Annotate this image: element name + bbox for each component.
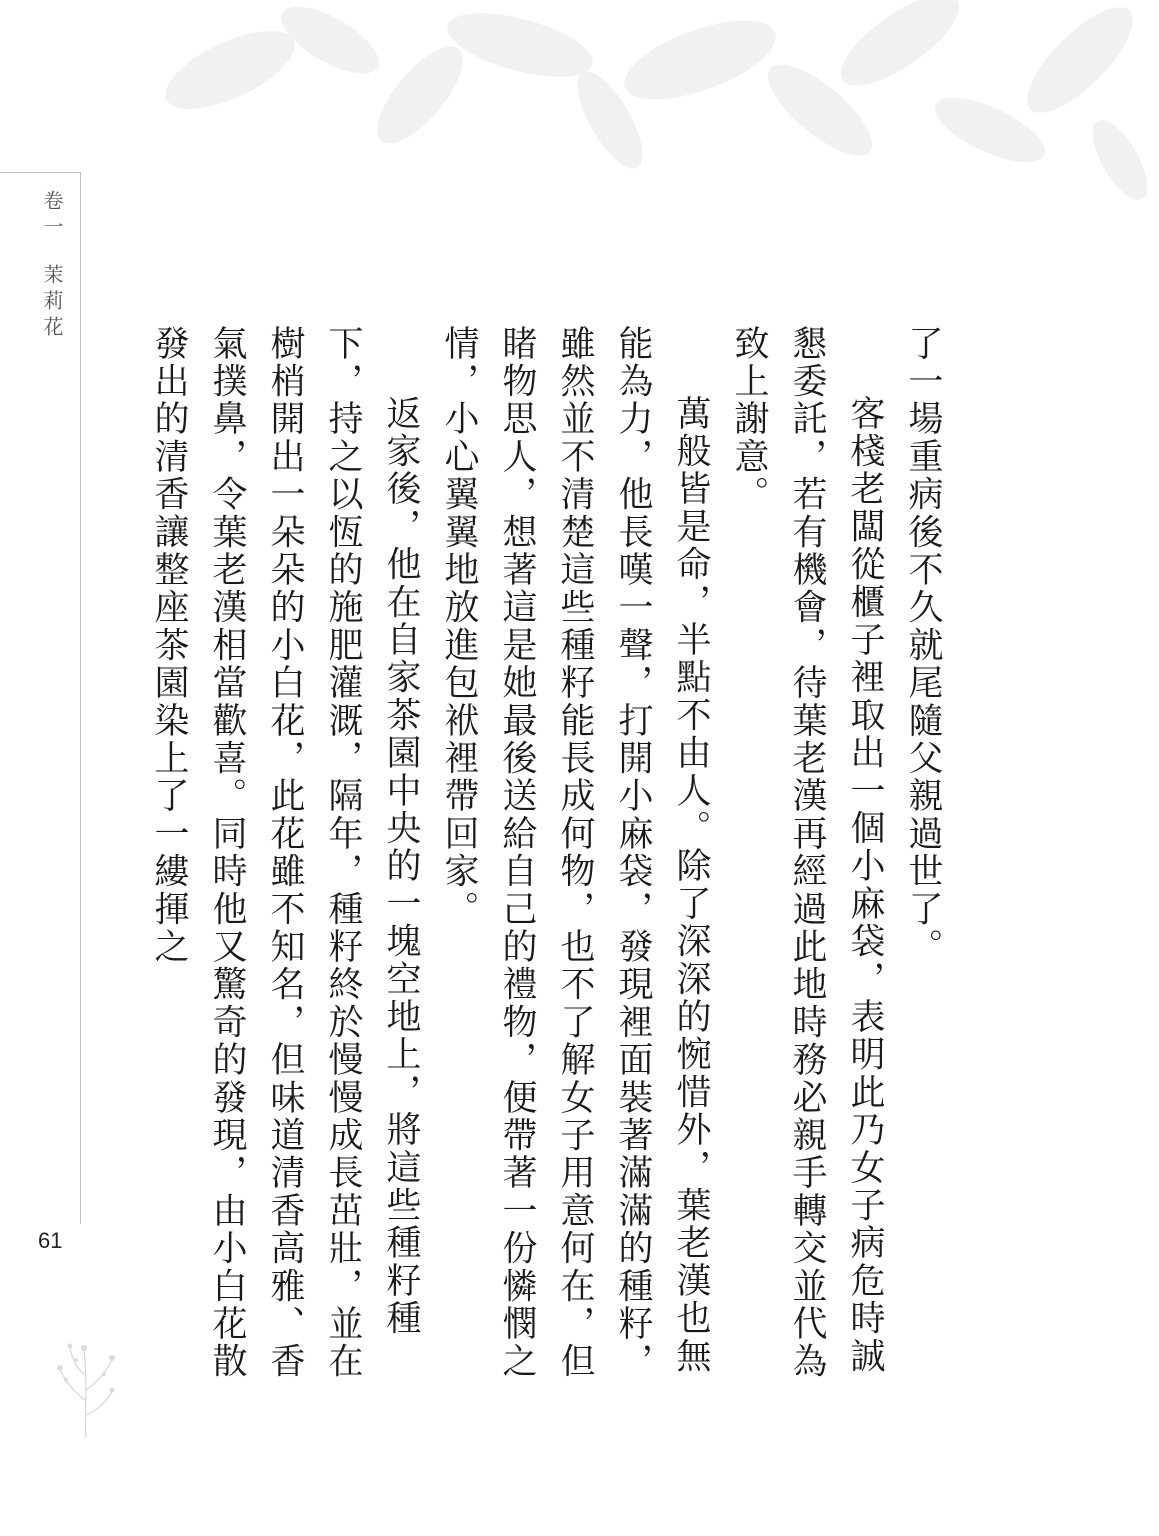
running-head-chapter: 茉莉花: [40, 264, 64, 342]
paragraph-3: 萬般皆是命，半點不由人。除了深深的惋惜外，葉老漢也無能為力，他長嘆一聲，打開小麻袋，發現裡面裝著滿滿的種籽，雖然並不清楚這些種籽能長成何物，也不了解女子用意何在，但睹物思人，想著這是她最後送給自己的禮物，便帶著一份憐憫之情，小心翼翼地放進包袱裡帶回家。: [439, 325, 711, 1381]
paragraph-1: 了一場重病後不久就尾隨父親過世了。: [903, 325, 943, 966]
decorative-flower-sprig: [46, 1330, 126, 1440]
page-number: 61: [38, 1228, 63, 1253]
running-head-volume: 卷一: [40, 190, 64, 242]
body-text: [149, 325, 952, 1385]
margin-rule-horizontal: [0, 172, 80, 173]
paragraph-2: 客棧老闆從櫃子裡取出一個小麻袋，表明此乃女子病危時誠懇委託，若有機會，待葉老漢再經過此地時務必親手轉交並代為致上謝意。: [729, 325, 885, 1381]
running-head: [38, 190, 67, 342]
paragraph-4: 返家後，他在自家茶園中央的一塊空地上，將這些種籽種下，持之以恆的施肥灌溉，隔年，種籽終於慢慢成長茁壯，並在樹梢開出一朵朵的小白花，此花雖不知名，但味道清香高雅、香氣撲鼻，令葉老漢相當歡喜。同時他又驚奇的發現，由小白花散發出的清香讓整座茶園染上了一縷揮之: [149, 325, 421, 1381]
decorative-leaves: [0, 0, 1159, 200]
margin-rule-vertical: [80, 172, 81, 1224]
